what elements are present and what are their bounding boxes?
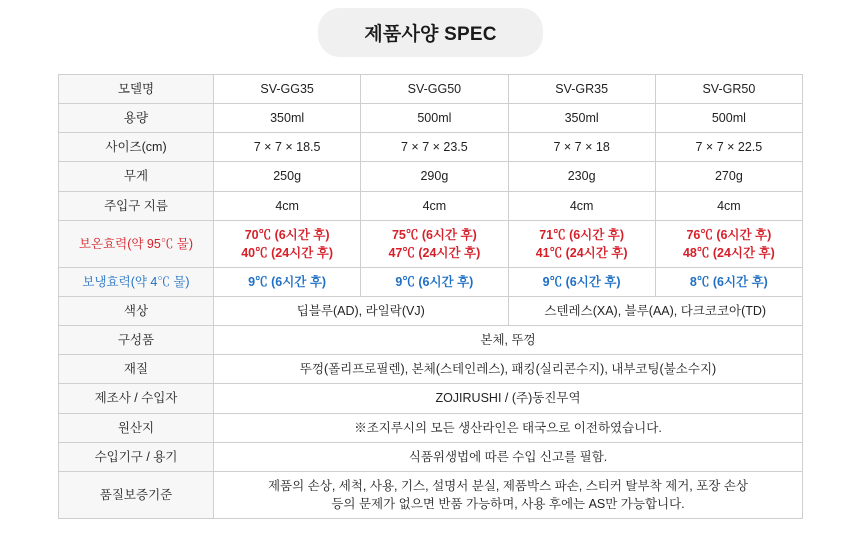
cell-size-2: 7 × 7 × 23.5 [361, 133, 508, 162]
cell-opening-4: 4cm [655, 191, 802, 220]
cell-color-group-2: 스텐레스(XA), 블루(AA), 다크코코아(TD) [508, 297, 803, 326]
cell-size-1: 7 × 7 × 18.5 [214, 133, 361, 162]
cell-heat-2-line2: 47℃ (24시간 후) [388, 245, 481, 260]
header-model-2: SV-GG50 [361, 75, 508, 104]
table-row [59, 104, 803, 133]
header-model-4: SV-GR50 [655, 75, 802, 104]
cell-import: 식품위생법에 따른 수입 신고를 필함. [214, 442, 803, 471]
cell-heat-3 [508, 220, 655, 267]
row-label-heat-retention: 보온효력(약 95℃ 물) [59, 220, 214, 267]
cell-weight-2: 290g [361, 162, 508, 191]
table-row [59, 355, 803, 384]
table-row [59, 191, 803, 220]
header-label: 모델명 [59, 75, 214, 104]
cell-warranty-line2: 등의 문제가 없으면 반품 가능하며, 사용 후에는 AS만 가능합니다. [331, 496, 685, 511]
table-row [59, 297, 803, 326]
table-header-row [59, 75, 803, 104]
cell-warranty-line1: 제품의 손상, 세척, 사용, 기스, 설명서 분실, 제품박스 파손, 스티커 탈부착 제거, 포장 손상 [267, 478, 748, 493]
row-label-color: 색상 [59, 297, 214, 326]
table-row [59, 162, 803, 191]
cell-warranty [214, 471, 803, 518]
cell-material: 뚜껑(폴리프로필렌), 본체(스테인레스), 패킹(실리콘수지), 내부코팅(불소수지) [214, 355, 803, 384]
cell-opening-1: 4cm [214, 191, 361, 220]
table-row [59, 133, 803, 162]
row-label-manufacturer: 제조사 / 수입자 [59, 384, 214, 413]
cell-heat-3-line1: 71℃ (6시간 후) [539, 227, 625, 242]
cell-capacity-2: 500ml [361, 104, 508, 133]
cell-heat-4-line1: 76℃ (6시간 후) [686, 227, 772, 242]
table-row [59, 413, 803, 442]
cell-cold-3: 9℃ (6시간 후) [508, 267, 655, 296]
header-model-3: SV-GR35 [508, 75, 655, 104]
table-row [59, 384, 803, 413]
row-label-warranty: 품질보증기준 [59, 471, 214, 518]
cell-heat-3-line2: 41℃ (24시간 후) [535, 245, 628, 260]
table-row [59, 326, 803, 355]
cell-opening-2: 4cm [361, 191, 508, 220]
table-row [59, 471, 803, 518]
cell-cold-2: 9℃ (6시간 후) [361, 267, 508, 296]
row-label-weight: 무게 [59, 162, 214, 191]
cell-capacity-4: 500ml [655, 104, 802, 133]
cell-size-4: 7 × 7 × 22.5 [655, 133, 802, 162]
row-label-opening-diameter: 주입구 지름 [59, 191, 214, 220]
cell-heat-2-line1: 75℃ (6시간 후) [391, 227, 477, 242]
table-row [59, 267, 803, 296]
cell-cold-1: 9℃ (6시간 후) [214, 267, 361, 296]
cell-capacity-3: 350ml [508, 104, 655, 133]
row-label-material: 재질 [59, 355, 214, 384]
row-label-import: 수입기구 / 용기 [59, 442, 214, 471]
row-label-origin: 원산지 [59, 413, 214, 442]
cell-components: 본체, 뚜껑 [214, 326, 803, 355]
cell-heat-4 [655, 220, 802, 267]
row-label-size: 사이즈(cm) [59, 133, 214, 162]
cell-heat-1 [214, 220, 361, 267]
cell-origin: ※조지루시의 모든 생산라인은 태국으로 이전하였습니다. [214, 413, 803, 442]
table-row [59, 220, 803, 267]
spec-table [58, 74, 803, 519]
cell-color-group-1: 딥블루(AD), 라일락(VJ) [214, 297, 509, 326]
cell-heat-2 [361, 220, 508, 267]
header-model-1: SV-GG35 [214, 75, 361, 104]
cell-heat-1-line2: 40℃ (24시간 후) [241, 245, 334, 260]
row-label-components: 구성품 [59, 326, 214, 355]
cell-manufacturer: ZOJIRUSHI / (주)동진무역 [214, 384, 803, 413]
cell-heat-1-line1: 70℃ (6시간 후) [244, 227, 330, 242]
cell-capacity-1: 350ml [214, 104, 361, 133]
cell-size-3: 7 × 7 × 18 [508, 133, 655, 162]
table-row [59, 442, 803, 471]
cell-weight-4: 270g [655, 162, 802, 191]
cell-opening-3: 4cm [508, 191, 655, 220]
cell-cold-4: 8℃ (6시간 후) [655, 267, 802, 296]
row-label-cold-retention: 보냉효력(약 4℃ 물) [59, 267, 214, 296]
cell-weight-3: 230g [508, 162, 655, 191]
cell-weight-1: 250g [214, 162, 361, 191]
title-container [0, 0, 861, 57]
spec-table-container [58, 74, 803, 519]
page-title: 제품사양 SPEC [318, 8, 542, 57]
cell-heat-4-line2: 48℃ (24시간 후) [682, 245, 775, 260]
row-label-capacity: 용량 [59, 104, 214, 133]
